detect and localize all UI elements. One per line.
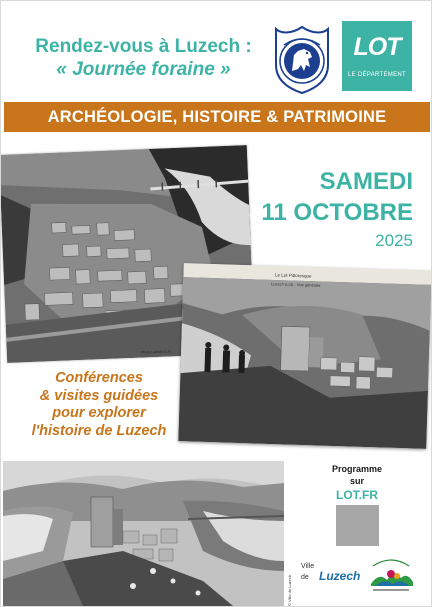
programme-label: Programme	[331, 464, 383, 474]
event-year: 2025	[375, 231, 413, 250]
event-description	[19, 370, 179, 440]
event-weekday: SAMEDI	[319, 168, 413, 195]
lot-departement-logo	[342, 21, 412, 91]
theme-banner	[4, 102, 430, 132]
description-line: l'histoire de Luzech	[31, 422, 167, 439]
aerial-photo-stamp: Photo Luzech (Lot)	[140, 349, 171, 355]
ville-de-luzech-logo	[301, 561, 361, 591]
event-day-month: 11 OCTOBRE	[261, 199, 413, 226]
poster-title-line2: « Journée foraine »	[56, 59, 231, 80]
programme-sur-label: sur	[349, 476, 364, 486]
description-line: & visites guidées	[39, 387, 159, 404]
poster-title-line1: Rendez-vous à Luzech :	[35, 36, 252, 57]
photo-credit: © Ville de Luzech	[287, 574, 292, 606]
lot-logo-subtitle: LE DÉPARTEMENT	[348, 72, 406, 78]
lot-logo-word: LOT	[353, 33, 401, 61]
communaute-de-communes-logo	[367, 556, 415, 596]
postcard-header: Le Lot Pittoresque	[274, 272, 312, 279]
ville-logo-name: Luzech	[319, 569, 361, 583]
programme-link[interactable]: LOT.FR	[336, 488, 378, 502]
postcard-caption: Luzech (Lot) - Vue générale	[270, 281, 321, 288]
landscape-photo	[3, 461, 284, 606]
postcard-photo	[178, 263, 431, 449]
ville-logo-word: Ville	[301, 563, 315, 570]
coat-of-arms-icon	[274, 25, 330, 95]
ville-logo-de: de	[301, 574, 309, 581]
qr-code-placeholder[interactable]	[336, 505, 379, 546]
description-line: pour explorer	[52, 405, 146, 421]
description-line: Conférences	[55, 370, 143, 386]
theme-banner-text: ARCHÉOLOGIE, HISTOIRE & PATRIMOINE	[47, 108, 387, 126]
